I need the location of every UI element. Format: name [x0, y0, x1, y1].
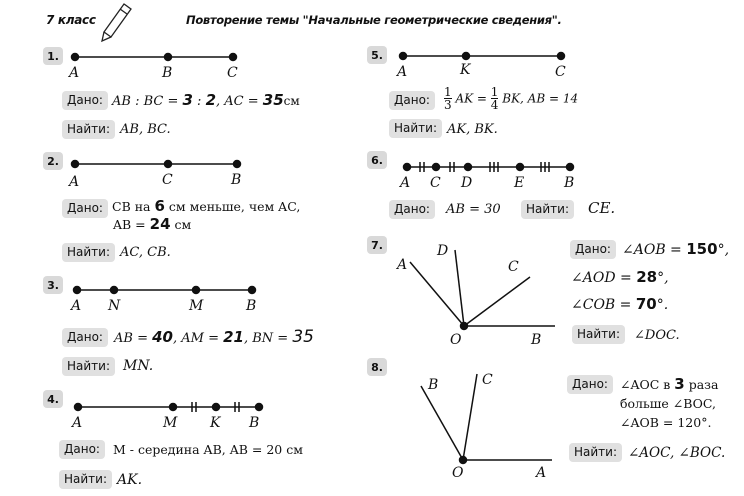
point-label-b: B — [231, 172, 242, 188]
find-text: AB, BC. — [120, 122, 171, 137]
point-label-b: B — [564, 175, 575, 191]
problem-4-number: 4. — [43, 390, 63, 408]
given-text-line1: CB на 6 см меньше, чем AC, — [112, 197, 301, 215]
find-label: Найти: — [62, 357, 115, 376]
problem-8-number: 8. — [367, 358, 387, 376]
find-text: AK, BK. — [447, 122, 498, 137]
point-label-o: O — [450, 332, 462, 348]
point-label-c: C — [162, 172, 173, 188]
point-label-a: A — [69, 174, 80, 190]
find-text: ∠AOC, ∠BOC. — [628, 445, 726, 461]
point-label-k: K — [460, 62, 471, 78]
find-text: CE. — [588, 199, 616, 217]
given-label: Дано: — [389, 91, 435, 110]
find-label: Найти: — [569, 443, 622, 462]
problem-7-number: 7. — [367, 236, 387, 254]
point-label-d: D — [461, 175, 473, 191]
point-a-1 — [72, 54, 79, 61]
find-text: AC, CB. — [120, 245, 171, 260]
given-text: AB = 30 — [446, 202, 501, 217]
point-label-c: C — [482, 372, 493, 388]
point-label-a: A — [72, 415, 83, 431]
given-label: Дано: — [59, 440, 105, 459]
find-text: MN. — [123, 358, 154, 374]
given-line-1: ∠AOC в 3 раза — [620, 375, 719, 393]
given-text: $\frac{1}{3}$ AK = $\frac{1}{4}$ BK, AB = 14 — [444, 85, 579, 112]
find-label: Найти: — [62, 243, 115, 262]
find-label: Найти: — [521, 200, 574, 219]
given-line-3: ∠COB = 70°. — [571, 295, 669, 313]
given-line-2: больше ∠BOC, — [620, 396, 717, 411]
point-b-1 — [165, 54, 172, 61]
given-line-1: ∠AOB = 150°, — [622, 240, 730, 258]
given-label: Дано: — [389, 200, 435, 219]
given-line-2: ∠AOD = 28°, — [571, 268, 669, 286]
given-text: AB = 40, AM = 21, BN = 35 — [114, 327, 314, 347]
given-label: Дано: — [62, 91, 108, 110]
problem-2-number: 2. — [43, 152, 63, 170]
find-text: AK. — [117, 472, 143, 488]
given-label: Дано: — [62, 328, 108, 347]
point-label-e: E — [514, 175, 525, 191]
given-text-line2: AB = 24 см — [113, 215, 192, 233]
point-label-c: C — [508, 259, 519, 275]
problem-6-number: 6. — [367, 151, 387, 169]
point-label-a: A — [397, 64, 408, 80]
point-label-c: C — [555, 64, 566, 80]
find-label: Найти: — [389, 119, 442, 138]
point-label-c: C — [430, 175, 441, 191]
point-label-b: B — [428, 377, 439, 393]
point-label-m: M — [163, 415, 178, 431]
point-label-a: A — [536, 465, 547, 481]
given-label: Дано: — [62, 199, 108, 218]
point-label-n: N — [108, 298, 121, 314]
problem-1-number: 1. — [43, 47, 63, 65]
problem-3-number: 3. — [43, 276, 63, 294]
find-label: Найти: — [572, 325, 625, 344]
point-label-a: A — [71, 298, 82, 314]
given-label: Дано: — [570, 240, 616, 259]
point-label-a: A — [397, 257, 408, 273]
point-label-a: A — [400, 175, 411, 191]
problem-5-number: 5. — [367, 46, 387, 64]
point-c-1 — [230, 54, 237, 61]
point-label-k: K — [210, 415, 221, 431]
point-label-b: B — [531, 332, 542, 348]
page-title: Повторение темы "Начальные геометрические сведения". — [186, 13, 562, 27]
point-label-o: O — [452, 465, 464, 481]
given-text: AB : BC = 3 : 2, AC = 35см — [112, 91, 300, 109]
given-label: Дано: — [567, 375, 613, 394]
find-text: ∠DOC. — [634, 328, 680, 343]
point-label-a: A — [69, 65, 80, 81]
point-label-m: M — [189, 298, 204, 314]
find-label: Найти: — [62, 120, 115, 139]
given-text: M - середина AB, AB = 20 см — [113, 442, 303, 457]
grade-label: 7 класс — [46, 13, 96, 27]
point-label-c: C — [227, 65, 238, 81]
point-label-d: D — [437, 243, 449, 259]
point-label-b: B — [246, 298, 257, 314]
point-label-b: B — [249, 415, 260, 431]
find-label: Найти: — [59, 470, 112, 489]
point-label-b: B — [162, 65, 173, 81]
given-line-3: ∠AOB = 120°. — [620, 415, 712, 430]
